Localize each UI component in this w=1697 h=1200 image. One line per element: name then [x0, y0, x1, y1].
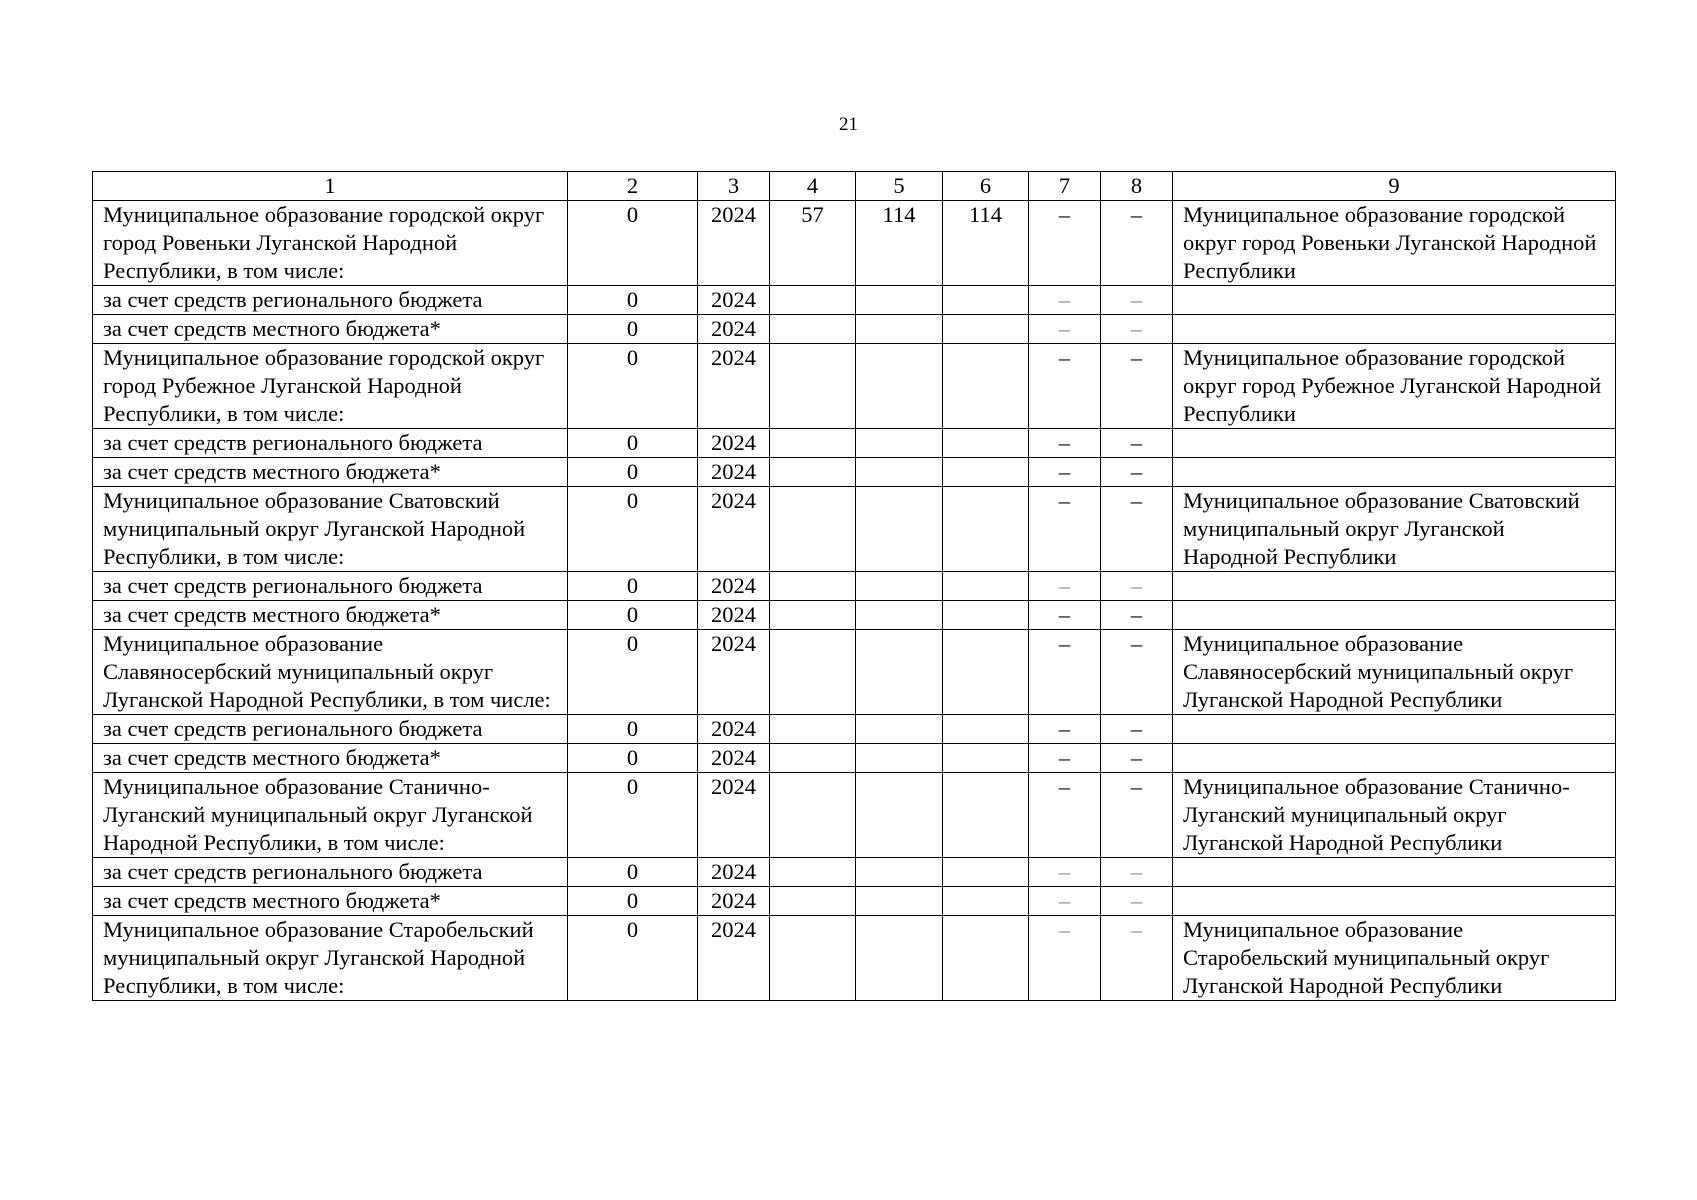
- column-header: 8: [1101, 172, 1173, 201]
- table-cell: –: [1101, 630, 1173, 715]
- table-cell: [856, 601, 943, 630]
- table-cell: 0: [568, 315, 698, 344]
- table-row: [93, 315, 1616, 344]
- table-cell: 57: [770, 201, 856, 286]
- table-cell: [770, 773, 856, 858]
- table-cell: –: [1101, 429, 1173, 458]
- table-cell: [856, 630, 943, 715]
- table-cell: –: [1101, 773, 1173, 858]
- table-row: [93, 572, 1616, 601]
- table-cell: –: [1029, 286, 1101, 315]
- responsible-cell: Муниципальное образование городской округ город Рубежное Луганской Народной Республики: [1173, 344, 1616, 429]
- table-cell: 2024: [698, 715, 770, 744]
- responsible-cell: [1173, 715, 1616, 744]
- table-cell: [770, 858, 856, 887]
- table-cell: 0: [568, 858, 698, 887]
- row-name-cell: за счет средств местного бюджета*: [93, 744, 568, 773]
- table-cell: 2024: [698, 887, 770, 916]
- row-name-cell: Муниципальное образование городской округ город Ровеньки Луганской Народной Республики, в том числе:: [93, 201, 568, 286]
- responsible-cell: [1173, 572, 1616, 601]
- table-row: [93, 487, 1616, 572]
- responsible-cell: Муниципальное образование городской округ город Ровеньки Луганской Народной Республики: [1173, 201, 1616, 286]
- table-cell: 2024: [698, 630, 770, 715]
- table-cell: –: [1101, 487, 1173, 572]
- table-cell: 0: [568, 744, 698, 773]
- table-cell: [770, 572, 856, 601]
- table-cell: –: [1029, 601, 1101, 630]
- table-cell: 0: [568, 572, 698, 601]
- table-cell: 2024: [698, 286, 770, 315]
- table-cell: [943, 715, 1029, 744]
- responsible-cell: [1173, 858, 1616, 887]
- row-name-cell: Муниципальное образование Сватовский муниципальный округ Луганской Народной Республики, в том числе:: [93, 487, 568, 572]
- table-cell: [770, 916, 856, 1001]
- table-cell: [856, 773, 943, 858]
- table-cell: –: [1101, 887, 1173, 916]
- table-cell: [943, 601, 1029, 630]
- table-cell: –: [1029, 315, 1101, 344]
- row-name-cell: за счет средств местного бюджета*: [93, 887, 568, 916]
- row-name-cell: Муниципальное образование Станично-Луганский муниципальный округ Луганской Народной Республики, в том числе:: [93, 773, 568, 858]
- table-cell: –: [1101, 601, 1173, 630]
- row-name-cell: за счет средств регионального бюджета: [93, 715, 568, 744]
- table-cell: –: [1029, 344, 1101, 429]
- table-cell: –: [1029, 630, 1101, 715]
- table-cell: [770, 715, 856, 744]
- table-cell: [856, 858, 943, 887]
- table-cell: –: [1029, 201, 1101, 286]
- table-cell: [943, 572, 1029, 601]
- table-cell: [856, 487, 943, 572]
- row-name-cell: за счет средств регионального бюджета: [93, 429, 568, 458]
- column-header: 6: [943, 172, 1029, 201]
- table-cell: 2024: [698, 201, 770, 286]
- table-cell: 2024: [698, 744, 770, 773]
- column-header: 1: [93, 172, 568, 201]
- table-cell: [856, 572, 943, 601]
- table-cell: 0: [568, 630, 698, 715]
- row-name-cell: Муниципальное образование Старобельский муниципальный округ Луганской Народной Республики, в том числе:: [93, 916, 568, 1001]
- table-cell: [943, 344, 1029, 429]
- table-cell: [856, 887, 943, 916]
- responsible-cell: [1173, 744, 1616, 773]
- table-cell: –: [1101, 286, 1173, 315]
- table-cell: –: [1101, 858, 1173, 887]
- table-cell: [856, 744, 943, 773]
- table-cell: 2024: [698, 572, 770, 601]
- table-row: [93, 201, 1616, 286]
- table-cell: 0: [568, 344, 698, 429]
- table-cell: –: [1101, 344, 1173, 429]
- row-name-cell: за счет средств местного бюджета*: [93, 315, 568, 344]
- table-cell: –: [1101, 315, 1173, 344]
- table-cell: 2024: [698, 601, 770, 630]
- table-cell: [943, 429, 1029, 458]
- row-name-cell: за счет средств регионального бюджета: [93, 858, 568, 887]
- table-cell: –: [1029, 916, 1101, 1001]
- table-cell: [770, 344, 856, 429]
- table-cell: –: [1101, 458, 1173, 487]
- table-cell: [856, 286, 943, 315]
- table-cell: [770, 744, 856, 773]
- table-cell: –: [1101, 715, 1173, 744]
- table-cell: [943, 458, 1029, 487]
- responsible-cell: [1173, 315, 1616, 344]
- column-header: 2: [568, 172, 698, 201]
- table-cell: 2024: [698, 315, 770, 344]
- table-cell: [856, 715, 943, 744]
- table-cell: [770, 601, 856, 630]
- table-cell: –: [1101, 201, 1173, 286]
- table-row: [93, 286, 1616, 315]
- table-cell: [770, 429, 856, 458]
- responsible-cell: [1173, 458, 1616, 487]
- table-cell: 114: [943, 201, 1029, 286]
- table-cell: 0: [568, 458, 698, 487]
- responsible-cell: [1173, 887, 1616, 916]
- table-cell: 0: [568, 601, 698, 630]
- responsible-cell: [1173, 601, 1616, 630]
- table-cell: 2024: [698, 429, 770, 458]
- responsible-cell: [1173, 429, 1616, 458]
- table-cell: [770, 487, 856, 572]
- table-cell: –: [1029, 572, 1101, 601]
- responsible-cell: Муниципальное образование Станично-Луганский муниципальный округ Луганской Народной Республики: [1173, 773, 1616, 858]
- table-cell: [856, 458, 943, 487]
- column-header: 4: [770, 172, 856, 201]
- table-row: [93, 715, 1616, 744]
- table-cell: –: [1029, 773, 1101, 858]
- table-cell: 0: [568, 286, 698, 315]
- table-cell: [943, 744, 1029, 773]
- row-name-cell: Муниципальное образование городской округ город Рубежное Луганской Народной Республики, в том числе:: [93, 344, 568, 429]
- page-number: 21: [839, 114, 858, 135]
- table-cell: –: [1029, 744, 1101, 773]
- table-row: [93, 458, 1616, 487]
- column-header: 5: [856, 172, 943, 201]
- table-cell: [943, 858, 1029, 887]
- table-cell: [770, 630, 856, 715]
- table-cell: [770, 286, 856, 315]
- table-cell: 0: [568, 715, 698, 744]
- table-cell: [943, 315, 1029, 344]
- table-row: [93, 744, 1616, 773]
- table-cell: 0: [568, 773, 698, 858]
- table-cell: [856, 315, 943, 344]
- responsible-cell: Муниципальное образование Старобельский муниципальный округ Луганской Народной Республики: [1173, 916, 1616, 1001]
- table-cell: 0: [568, 887, 698, 916]
- table-row: [93, 630, 1616, 715]
- row-name-cell: за счет средств регионального бюджета: [93, 572, 568, 601]
- responsible-cell: [1173, 286, 1616, 315]
- table-cell: –: [1029, 715, 1101, 744]
- header-row: [93, 172, 1616, 201]
- table-cell: –: [1029, 858, 1101, 887]
- table-cell: [943, 630, 1029, 715]
- table-row: [93, 916, 1616, 1001]
- column-header: 9: [1173, 172, 1616, 201]
- table-cell: 0: [568, 487, 698, 572]
- table-cell: –: [1029, 429, 1101, 458]
- table-cell: 2024: [698, 916, 770, 1001]
- column-header: 3: [698, 172, 770, 201]
- row-name-cell: Муниципальное образование Славяносербский муниципальный округ Луганской Народной Республики, в том числе:: [93, 630, 568, 715]
- table-cell: [770, 887, 856, 916]
- table-row: [93, 601, 1616, 630]
- table-cell: 0: [568, 916, 698, 1001]
- table-cell: [856, 916, 943, 1001]
- table-cell: 2024: [698, 773, 770, 858]
- table-cell: 0: [568, 429, 698, 458]
- table-cell: –: [1029, 887, 1101, 916]
- table-cell: –: [1101, 916, 1173, 1001]
- row-name-cell: за счет средств регионального бюджета: [93, 286, 568, 315]
- table-row: [93, 887, 1616, 916]
- table-cell: [943, 773, 1029, 858]
- responsible-cell: Муниципальное образование Славяносербский муниципальный округ Луганской Народной Республики: [1173, 630, 1616, 715]
- row-name-cell: за счет средств местного бюджета*: [93, 601, 568, 630]
- table-cell: [856, 344, 943, 429]
- table-cell: 2024: [698, 458, 770, 487]
- table-cell: [943, 916, 1029, 1001]
- budget-table: [92, 171, 1616, 1001]
- table-row: [93, 858, 1616, 887]
- table-cell: [856, 429, 943, 458]
- table-cell: –: [1029, 487, 1101, 572]
- table-row: [93, 429, 1616, 458]
- table-cell: –: [1101, 572, 1173, 601]
- responsible-cell: Муниципальное образование Сватовский муниципальный округ Луганской Народной Республики: [1173, 487, 1616, 572]
- table-cell: [943, 887, 1029, 916]
- table-cell: [770, 315, 856, 344]
- table-cell: 114: [856, 201, 943, 286]
- table-cell: [943, 286, 1029, 315]
- table-cell: 2024: [698, 487, 770, 572]
- table-cell: 2024: [698, 344, 770, 429]
- table-row: [93, 344, 1616, 429]
- column-header: 7: [1029, 172, 1101, 201]
- table-cell: [943, 487, 1029, 572]
- row-name-cell: за счет средств местного бюджета*: [93, 458, 568, 487]
- table-row: [93, 773, 1616, 858]
- table-cell: 2024: [698, 858, 770, 887]
- table-cell: –: [1029, 458, 1101, 487]
- table-cell: –: [1101, 744, 1173, 773]
- table-cell: 0: [568, 201, 698, 286]
- table-cell: [770, 458, 856, 487]
